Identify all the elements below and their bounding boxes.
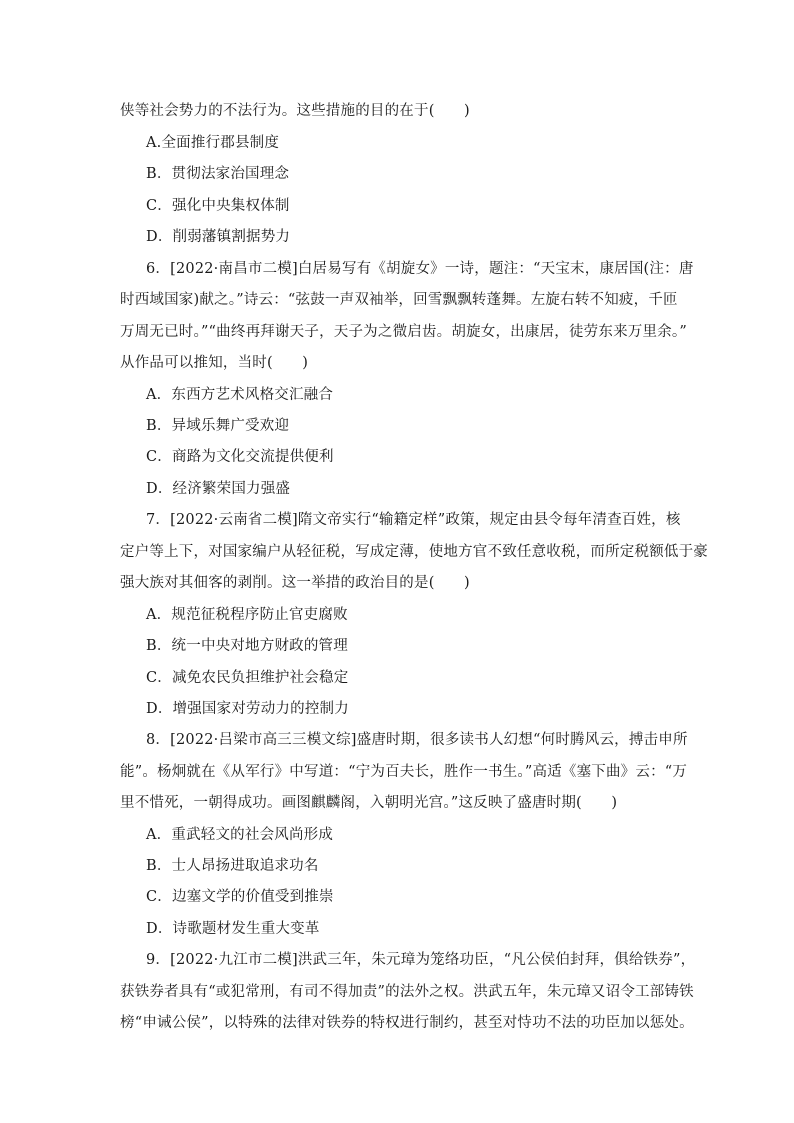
q5-option-c: C．强化中央集权体制 [146, 198, 290, 214]
q6-stem-line-3: 万周无已时。”“曲终再拜谢天子，天子为之微启齿。胡旋女，出康居，徒劳东来万里余。” [120, 324, 687, 340]
q6-option-d: D．经济繁荣国力强盛 [146, 481, 291, 497]
q8-option-a: A．重武轻文的社会风尚形成 [146, 827, 334, 843]
q7-stem-line-2: 定户等上下，对国家编户从轻征税，写成定薄，使地方官不致任意收税，而所定税额低于豪 [120, 544, 708, 560]
q7-option-d: D．增强国家对劳动力的控制力 [146, 701, 349, 717]
q7-stem-line-3: 强大族对其佃客的剥削。这一举措的政治目的是( ) [120, 575, 470, 591]
q7-option-b: B．统一中央对地方财政的管理 [146, 638, 348, 654]
q8-option-c: C．边塞文学的价值受到推崇 [146, 889, 334, 905]
q8-stem-line-1: 8．[2022·吕梁市高三三模文综]盛唐时期，很多读书人幻想“何时腾风云，搏击申所 [146, 732, 688, 748]
q6-stem-line-1: 6．[2022·南昌市二模]白居易写有《胡旋女》一诗，题注：“天宝末，康居国(注：唐 [146, 261, 694, 277]
q6-option-a: A．东西方艺术风格交汇融合 [146, 387, 334, 403]
q5-option-d: D．削弱藩镇割据势力 [146, 229, 291, 245]
q8-stem-line-2: 能”。杨炯就在《从军行》中写道：“宁为百夫长，胜作一书生。”高适《塞下曲》云：“万 [120, 764, 688, 780]
q5-option-a: A.全面推行郡县制度 [146, 135, 280, 151]
q8-option-b: B．士人昂扬进取追求功名 [146, 858, 319, 874]
q9-stem-line-1: 9．[2022·九江市二模]洪武三年，朱元璋为笼络功臣，“凡公侯伯封拜，俱给铁券”， [146, 952, 696, 968]
q7-option-a: A．规范征税程序防止官吏腐败 [146, 607, 348, 623]
q6-stem-line-4: 从作品可以推知，当时( ) [120, 355, 309, 371]
q6-stem-line-2: 时西域国家)献之。”诗云：“弦鼓一声双袖举，回雪飘飘转蓬舞。左旋右转不知疲，千匝 [120, 292, 678, 308]
q6-option-c: C．商路为文化交流提供便利 [146, 449, 334, 465]
q6-option-b: B．异域乐舞广受欢迎 [146, 418, 290, 434]
q5-option-b: B．贯彻法家治国理念 [146, 166, 290, 182]
q8-option-d: D．诗歌题材发生重大变革 [146, 921, 320, 937]
q7-stem-line-1: 7．[2022·云南省二模]隋文帝实行“输籍定样”政策，规定由县令每年清查百姓，核 [146, 512, 681, 528]
q9-stem-line-3: 榜“申诫公侯”，以特殊的法律对铁券的特权进行制约，甚至对恃功不法的功臣加以惩处。 [120, 1015, 694, 1031]
q5-stem-tail: 侠等社会势力的不法行为。这些措施的目的在于( ) [120, 103, 470, 119]
q7-option-c: C．减免农民负担维护社会稳定 [146, 670, 349, 686]
q8-stem-line-3: 里不惜死，一朝得成功。画图麒麟阁，入朝明光宫。”这反映了盛唐时期( ) [120, 795, 618, 811]
q9-stem-line-2: 获铁券者具有“或犯常刑，有司不得加责”的法外之权。洪武五年，朱元璋又诏令工部铸铁 [120, 984, 694, 1000]
